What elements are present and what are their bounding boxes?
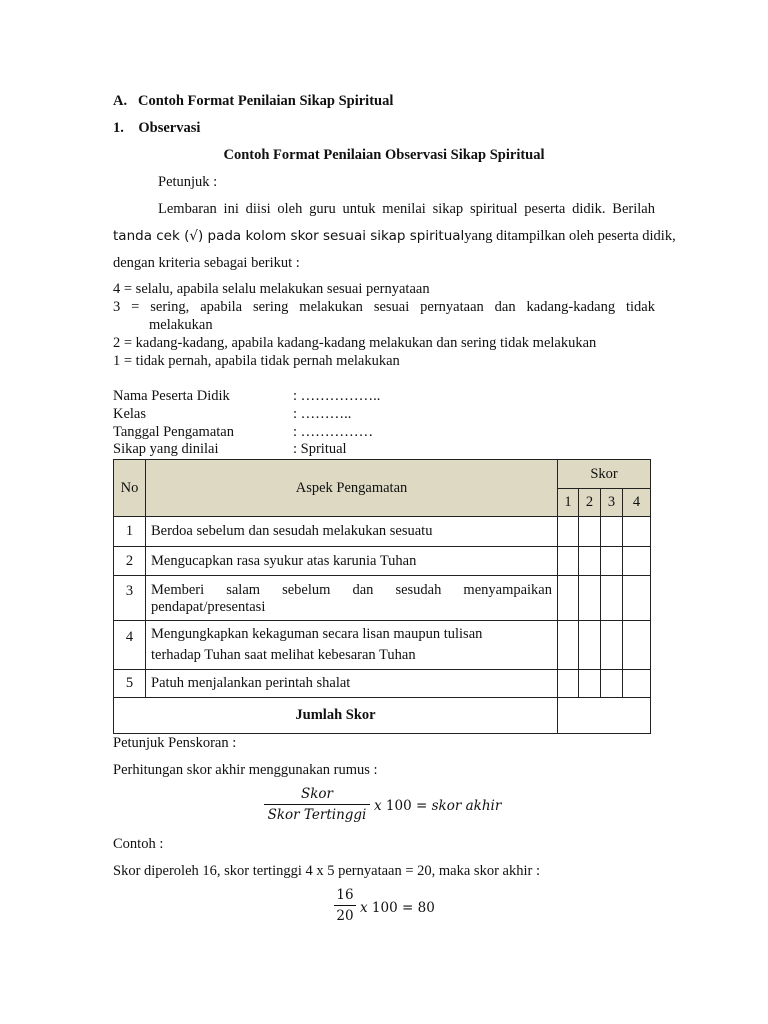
paragraph-line-2-part-a: tanda cek (√) pada kolom skor sesuai sikap spiritual	[113, 228, 465, 244]
example-equals: =	[402, 900, 414, 916]
score-cell[interactable]	[579, 517, 601, 547]
header-skor-1: 1	[558, 489, 579, 517]
table-row	[114, 547, 651, 576]
header-skor: Skor	[558, 460, 651, 489]
petunjuk-label: Petunjuk :	[158, 174, 218, 190]
formula-equals: =	[416, 798, 428, 814]
formula-numerator: Skor	[300, 786, 333, 802]
example-rest	[360, 900, 435, 916]
criteria-1: 1 = tidak pernah, apabila tidak pernah melakukan	[113, 353, 400, 369]
formula-result: skor akhir	[431, 798, 502, 814]
example-result: 80	[417, 900, 435, 916]
row-aspek: Mengucapkan rasa syukur atas karunia Tuhan	[146, 547, 558, 576]
formula-fraction-bar	[264, 804, 370, 805]
section-heading-1: 1. Observasi	[113, 120, 201, 136]
score-cell[interactable]	[558, 670, 579, 698]
info-value-nama: : ……………..	[293, 388, 381, 404]
score-cell[interactable]	[623, 576, 651, 621]
example-denominator: 20	[336, 908, 354, 924]
score-cell[interactable]	[558, 547, 579, 576]
score-cell[interactable]	[601, 547, 623, 576]
total-row	[114, 698, 651, 734]
info-label-kelas: Kelas	[113, 406, 147, 422]
score-cell[interactable]	[579, 576, 601, 621]
total-score-cell[interactable]	[558, 698, 651, 734]
rumus-intro: Perhitungan skor akhir menggunakan rumus :	[113, 762, 378, 778]
criteria-2: 2 = kadang-kadang, apabila kadang-kadang melakukan dan sering tidak melakukan	[113, 335, 597, 351]
row-aspek	[146, 621, 558, 670]
example-hundred: 100	[371, 900, 398, 916]
info-value-sikap: : Spritual	[293, 441, 347, 457]
table-row	[114, 576, 651, 621]
paragraph-line-1: Lembaran ini diisi oleh guru untuk menilai sikap spiritual peserta didik. Berilah	[158, 201, 655, 217]
score-cell[interactable]	[601, 621, 623, 670]
paragraph-line-2	[113, 228, 676, 245]
header-skor-4: 4	[623, 489, 651, 517]
row-no: 5	[114, 670, 146, 698]
formula-fraction	[264, 786, 370, 823]
row-no: 3	[114, 576, 146, 621]
formula-hundred: 100	[385, 798, 412, 814]
section-heading-a: A. Contoh Format Penilaian Sikap Spiritual	[113, 93, 394, 109]
score-cell[interactable]	[623, 517, 651, 547]
score-cell[interactable]	[558, 576, 579, 621]
row-no: 1	[114, 517, 146, 547]
row-no: 4	[114, 621, 146, 670]
info-value-tanggal: : ……………	[293, 424, 374, 440]
row-aspek-line-1: Mengungkapkan kekaguman secara lisan maupun tulisan	[151, 626, 483, 642]
score-cell[interactable]	[623, 621, 651, 670]
row-aspek	[146, 576, 558, 621]
info-label-tanggal: Tanggal Pengamatan	[113, 424, 234, 440]
score-cell[interactable]	[558, 621, 579, 670]
info-label-nama: Nama Peserta Didik	[113, 388, 230, 404]
score-cell[interactable]	[579, 547, 601, 576]
score-cell[interactable]	[601, 576, 623, 621]
paragraph-line-3: dengan kriteria sebagai berikut :	[113, 255, 300, 271]
score-cell[interactable]	[579, 621, 601, 670]
table-row	[114, 517, 651, 547]
row-aspek: Patuh menjalankan perintah shalat	[146, 670, 558, 698]
score-cell[interactable]	[579, 670, 601, 698]
header-skor-2: 2	[579, 489, 601, 517]
info-label-sikap: Sikap yang dinilai	[113, 441, 219, 457]
criteria-3-line-2: melakukan	[149, 317, 213, 333]
score-cell[interactable]	[601, 517, 623, 547]
row-aspek-line-1: Memberi salam sebelum dan sesudah menyampaikan	[151, 582, 552, 598]
row-aspek-line-2: terhadap Tuhan saat melihat kebesaran Tuhan	[151, 647, 416, 663]
table-row	[114, 670, 651, 698]
center-title: Contoh Format Penilaian Observasi Sikap Spiritual	[223, 147, 545, 163]
score-table	[113, 459, 651, 734]
petunjuk-penskoran: Petunjuk Penskoran :	[113, 735, 237, 751]
criteria-4: 4 = selalu, apabila selalu melakukan sesuai pernyataan	[113, 281, 430, 297]
header-skor-3: 3	[601, 489, 623, 517]
criteria-3-line-1: 3 = sering, apabila sering melakukan sesuai pernyataan dan kadang-kadang tidak	[113, 299, 655, 315]
header-no: No	[114, 460, 146, 517]
row-aspek: Berdoa sebelum dan sesudah melakukan sesuatu	[146, 517, 558, 547]
paragraph-line-2-part-b: yang ditampilkan oleh peserta didik,	[464, 228, 676, 244]
example-times: x	[360, 900, 368, 916]
example-numerator: 16	[336, 887, 354, 903]
total-label: Jumlah Skor	[114, 698, 558, 734]
row-no: 2	[114, 547, 146, 576]
score-cell[interactable]	[601, 670, 623, 698]
contoh-label: Contoh :	[113, 836, 164, 852]
score-cell[interactable]	[558, 517, 579, 547]
score-cell[interactable]	[623, 670, 651, 698]
example-fraction	[334, 887, 356, 924]
header-aspek: Aspek Pengamatan	[146, 460, 558, 517]
formula-rest	[374, 798, 501, 814]
example-fraction-bar	[334, 905, 356, 906]
score-cell[interactable]	[623, 547, 651, 576]
table-row	[114, 621, 651, 670]
row-aspek-line-2: pendapat/presentasi	[151, 599, 266, 615]
formula-times: x	[374, 798, 382, 814]
formula-denominator: Skor Tertinggi	[267, 807, 367, 823]
contoh-text: Skor diperoleh 16, skor tertinggi 4 x 5 pernyataan = 20, maka skor akhir :	[113, 863, 540, 879]
info-value-kelas: : ………..	[293, 406, 352, 422]
